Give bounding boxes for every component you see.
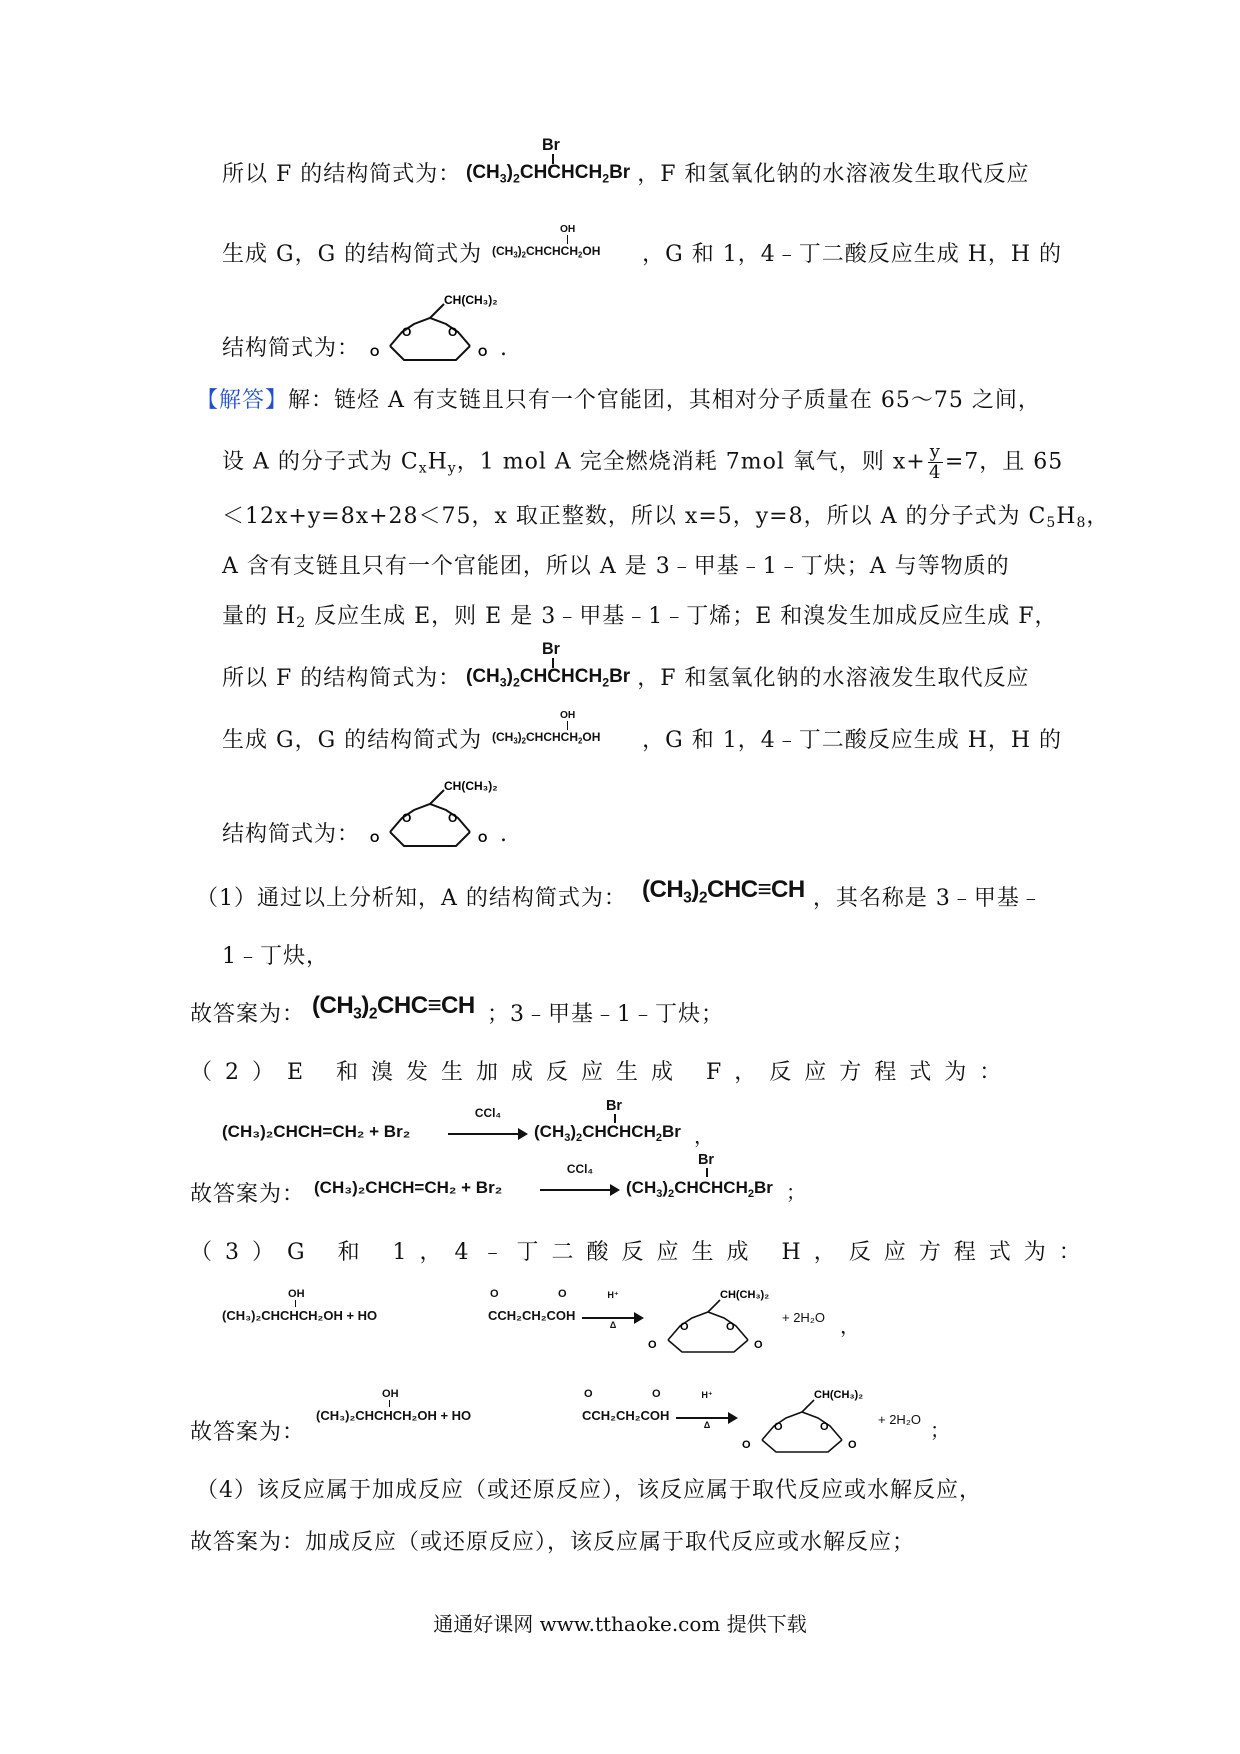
text-line: 故答案为： <box>190 1420 306 1445</box>
text-line: 所以 F 的结构简式为： ，F 和氢氧化钠的水溶液发生取代反应 <box>222 666 1030 691</box>
carbonyl-o: O <box>370 345 380 359</box>
svg-text:O: O <box>478 831 488 845</box>
text: 结构简式为： <box>222 336 361 361</box>
structure-h-ring <box>646 1284 786 1360</box>
text-line: 结构简式为： . <box>222 822 509 847</box>
text: 生成 G，G 的结构简式为 <box>222 242 483 267</box>
text-line: ＜12x+y=8x+28＜75，x 取正整数，所以 x=5，y=8，所以 A 的分子式为 $C_5H_8$， <box>222 504 1110 531</box>
text-line: （4）该反应属于加成反应（或还原反应），该反应属于取代反应或水解反应， <box>196 1478 982 1503</box>
product: $(CH_3)_2CHCHCH_2Br$ <box>534 1122 681 1144</box>
text-line: 故答案为： ；3﹣甲基﹣1﹣丁炔； <box>190 1002 725 1027</box>
text-line: 故答案为：加成反应（或还原反应），该反应属于取代反应或水解反应； <box>190 1530 916 1555</box>
formula-text: $(CH_3)_2CHCHCH_2Br$ <box>466 162 631 186</box>
reaction-arrow: CCl₄ <box>448 1120 528 1146</box>
document-page: 所以 F 的结构简式为： ，F 和氢氧化钠的水溶液发生取代反应 Br $(CH_3)_2CHCHCH_2Br$ 生成 G，G 的结构简式为 ，G 和 1，4﹣丁二酸反应生成 H，H 的 OH $(CH_3)_2CHCHCH_2OH$ 结构简式为： . O O O O CH(CH₃)₂ 【解答】解：链烃 A 有支链且只有一个官能团，其相对分子质量在 65～75 之间， 设 A 的分子式为 $C_xH_y$，1 mol A 完全燃烧消耗 7mol 氧气，则 x+ $\frac{y}{4}$ =7，且 65 ＜12x+y=8x+28＜75，x 取正整数，所以 x=5，y=8，所以 A 的分子式为 $C_5H_8$， A 含有支链且只有一个官能团，所以 A 是 3﹣甲基﹣1﹣丁炔；A 与等物质的 量的 $H_2$ 反应生成 E，则 E 是 3﹣甲基﹣1﹣丁烯；E 和溴发生加成反应生成 F， 所以 F 的结构简式为： ，F 和氢氧化钠的水溶液发生取代反应 Br $(CH_3)_2CHCHCH_2Br$ 生成 G，G 的结构简式为 ，G 和 1，4﹣丁二酸反应生成 H，H 的 OH $(CH_3)_2CHCHCH_2OH$ 结构简式为： . O O O O CH(CH₃)₂ （1）通过以上分析知，A 的结构简式为： ，其名称是 3﹣甲基﹣ $(CH_3)_2CHC\equiv CH$ 1﹣丁炔， 故答案为： ；3﹣甲基﹣1﹣丁炔； $(CH_3)_2CHC\equiv CH$ （2）E 和溴发生加成反应生成 F，反应方程式为： (CH₃)₂CHCH=CH₂ + Br₂ CCl₄ $(CH_3)_2CHCHCH_2Br$ Br ， 故答案为： (CH₃)₂CHCH=CH₂ + Br₂ CCl₄ $(CH_3)_2CHCHCH_2Br$ Br ； （3）G 和 1，4﹣丁二酸反应生成 H，反应方程式为： OH (CH₃)₂CHCHCH₂OH + HO O O CCH₂CH₂COH H⁺ Δ + 2H₂O ， O O O O CH(CH₃)₂ 故答案为： OH (CH₃)₂CHCHCH₂OH + HO O O CCH₂CH₂COH H⁺ Δ + 2H₂O ； O O O O CH(CH₃)₂ （4）该反应属于加成反应（或还原反应），该反应属于取代反应或水解反应， 故答案为：加成反应（或还原反应），该反应属于取代反应或水解反应； 通通好课网 www.tthaoke.com 提供下载 <box>0 0 1240 1754</box>
svg-text:O: O <box>680 1321 689 1333</box>
equation-3: OH (CH₃)₂CHCHCH₂OH + HO O O CCH₂CH₂COH H⁺ Δ + 2H₂O ， <box>222 1288 860 1338</box>
equation-3: OH (CH₃)₂CHCHCH₂OH + HO O O CCH₂CH₂COH H⁺ Δ + 2H₂O ； <box>316 1388 950 1442</box>
structure-h-ring <box>368 774 508 854</box>
svg-text:O: O <box>742 1439 751 1451</box>
formula-g: OH $(CH_3)_2CHCHCH_2OH$ <box>492 710 601 746</box>
text: 解：链烃 A 有支链且只有一个官能团，其相对分子质量在 65～75 之间， <box>288 388 1041 413</box>
equation-2: (CH₃)₂CHCH=CH₂ + Br₂ CCl₄ $(CH_3)_2CHCHCH_2Br$ Br ； <box>314 1152 806 1204</box>
ring-o: O <box>448 325 458 339</box>
ring-o: O <box>402 325 412 339</box>
svg-text:O: O <box>774 1421 783 1433</box>
text-line: 量的 $H_2$ 反应生成 E，则 E 是 3﹣甲基﹣1﹣丁烯；E 和溴发生加成反应生成 F， <box>222 604 1058 631</box>
text-line: 1﹣丁炔， <box>222 944 329 969</box>
br-label: Br <box>606 1098 623 1114</box>
svg-text:O: O <box>848 1439 857 1451</box>
text-line: 故答案为： <box>190 1182 306 1207</box>
structure-h-ring <box>368 288 508 368</box>
svg-text:O: O <box>820 1421 829 1433</box>
page-footer: 通通好课网 www.tthaoke.com 提供下载 <box>433 1612 807 1636</box>
text-line <box>196 386 1041 416</box>
text: ，G 和 1，4﹣丁二酸反应生成 H，H 的 <box>642 242 1063 267</box>
text-line: A 含有支链且只有一个官能团，所以 A 是 3﹣甲基﹣1﹣丁炔；A 与等物质的 <box>222 554 1010 579</box>
svg-text:O: O <box>648 1339 657 1351</box>
svg-text:O: O <box>448 811 458 825</box>
oh-label: OH <box>560 224 576 235</box>
svg-text:CH(CH₃)₂: CH(CH₃)₂ <box>814 1389 864 1401</box>
ring-substituent: CH(CH₃)₂ <box>444 293 498 307</box>
text: ，F 和氢氧化钠的水溶液发生取代反应 <box>637 162 1030 187</box>
answer-tag: 【解答】 <box>196 388 289 413</box>
structure-h-ring <box>740 1384 880 1460</box>
text-line: （2）E 和溴发生加成反应生成 F，反应方程式为： <box>190 1060 1015 1085</box>
formula-f <box>466 136 642 192</box>
reactants: (CH₃)₂CHCH=CH₂ + Br₂ <box>222 1122 411 1141</box>
carbonyl-o: O <box>478 345 488 359</box>
formula-g <box>492 224 652 268</box>
br-label: Br <box>542 136 560 154</box>
svg-text:O: O <box>754 1339 763 1351</box>
text: 所以 F 的结构简式为： <box>222 162 462 187</box>
bond <box>567 235 568 244</box>
formula-a: $(CH_3)_2CHC\equiv CH$ <box>642 876 805 907</box>
text: . <box>500 336 509 361</box>
text-line: （3）G 和 1，4﹣丁二酸反应生成 H，反应方程式为： <box>190 1240 1094 1265</box>
svg-text:O: O <box>370 831 380 845</box>
text-line: 设 A 的分子式为 $C_xH_y$，1 mol A 完全燃烧消耗 7mol 氧气，则 x+ $\frac{y}{4}$ =7，且 65 <box>222 441 1064 483</box>
text-line: （1）通过以上分析知，A 的结构简式为： ，其名称是 3﹣甲基﹣ <box>196 886 1043 911</box>
svg-text:O: O <box>402 811 412 825</box>
formula-f: Br $(CH_3)_2CHCHCH_2Br$ <box>466 640 631 690</box>
svg-text:CH(CH₃)₂: CH(CH₃)₂ <box>720 1289 770 1301</box>
fraction: $\frac{y}{4}$ <box>929 441 942 483</box>
text-line: 生成 G，G 的结构简式为 ，G 和 1，4﹣丁二酸反应生成 H，H 的 <box>222 728 1063 753</box>
formula-a: $(CH_3)_2CHC\equiv CH$ <box>312 992 475 1023</box>
svg-text:O: O <box>726 1321 735 1333</box>
formula-text: $(CH_3)_2CHCHCH_2OH$ <box>492 244 601 260</box>
svg-text:CH(CH₃)₂: CH(CH₃)₂ <box>444 779 498 793</box>
